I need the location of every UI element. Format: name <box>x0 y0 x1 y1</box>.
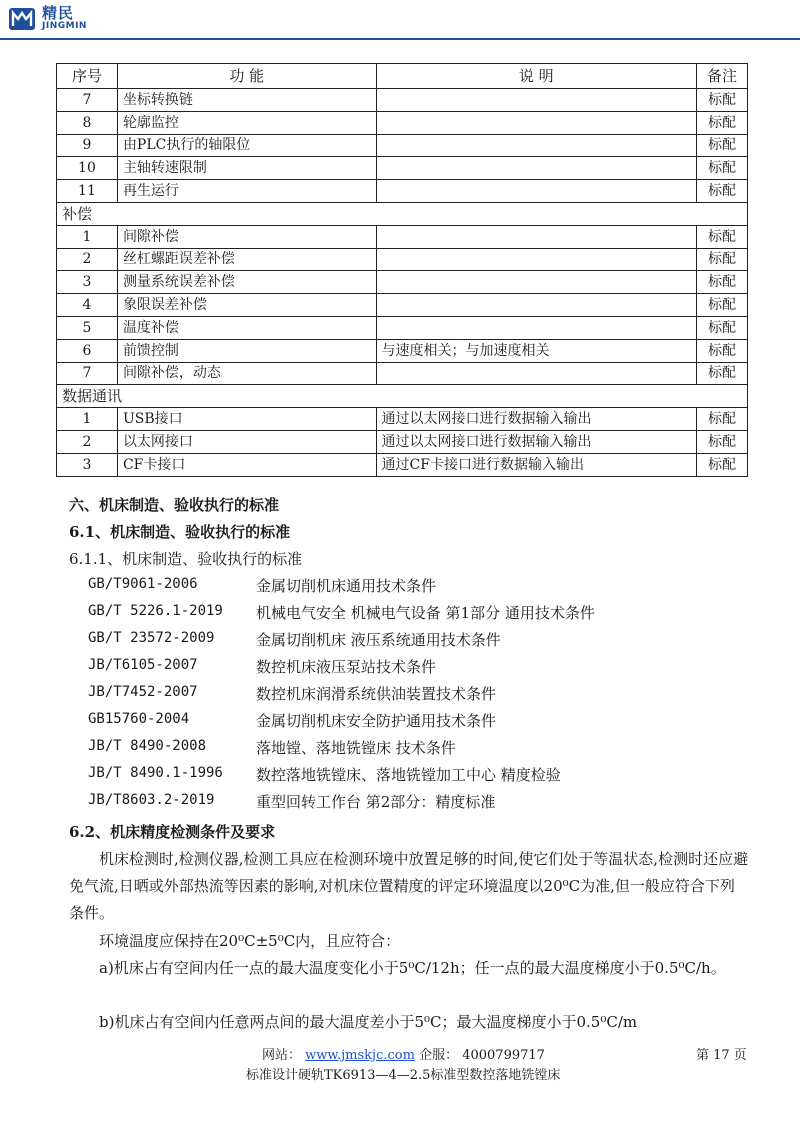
cell-description <box>376 225 696 248</box>
cell-no: 3 <box>57 271 118 294</box>
standard-name: 重型回转工作台 第2部分：精度标准 <box>256 793 496 811</box>
cell-no: 9 <box>57 134 118 157</box>
table-row <box>57 339 748 362</box>
standard-name: 数控落地铣镗床、落地铣镗加工中心 精度检验 <box>256 766 561 784</box>
cell-description <box>376 180 696 203</box>
qq-label: 企服： <box>419 1048 459 1063</box>
cell-description: 通过以太网接口进行数据输入输出 <box>376 430 696 453</box>
cell-remark: 标配 <box>697 316 748 339</box>
cell-function: 间隙补偿，动态 <box>117 362 376 385</box>
paragraph-temperature: 环境温度应保持在20⁰C±5⁰C内，且应符合： <box>99 932 401 950</box>
table-row <box>57 271 748 294</box>
cell-description <box>376 271 696 294</box>
company-logo <box>8 5 120 33</box>
cell-description: 通过CF卡接口进行数据输入输出 <box>376 453 696 476</box>
cell-no: 4 <box>57 294 118 317</box>
website-link[interactable]: www.jmskjc.com <box>305 1048 415 1063</box>
cell-function: 前馈控制 <box>117 339 376 362</box>
standard-code: GB/T 5226.1-2019 <box>88 603 223 619</box>
cell-no: 8 <box>57 111 118 134</box>
paragraph-condition-a: a)机床占有空间内任一点的最大温度变化小于5⁰C/12h；任一点的最大温度梯度小于0.5⁰C/h。 <box>99 959 726 977</box>
standard-code: GB/T 23572-2009 <box>88 630 215 646</box>
standard-name: 数控机床液压泵站技术条件 <box>256 658 437 676</box>
cell-function: 测量系统误差补偿 <box>117 271 376 294</box>
table-row <box>57 316 748 339</box>
cell-no: 1 <box>57 225 118 248</box>
cell-description <box>376 294 696 317</box>
cell-function: 以太网接口 <box>117 430 376 453</box>
standard-name: 落地镗、落地铣镗床 技术条件 <box>256 739 456 757</box>
cell-description <box>376 111 696 134</box>
header-remark: 备注 <box>697 64 748 89</box>
cell-description <box>376 89 696 112</box>
cell-function: 由PLC执行的轴限位 <box>117 134 376 157</box>
cell-description <box>376 316 696 339</box>
cell-function: 轮廓监控 <box>117 111 376 134</box>
cell-remark: 标配 <box>697 225 748 248</box>
standard-name: 金属切削机床安全防护通用技术条件 <box>256 712 497 730</box>
cell-remark: 标配 <box>697 271 748 294</box>
cell-remark: 标配 <box>697 408 748 431</box>
cell-remark: 标配 <box>697 339 748 362</box>
cell-remark: 标配 <box>697 453 748 476</box>
header-function: 功 能 <box>117 64 376 89</box>
logo-en-text: JINGMIN <box>42 21 87 31</box>
standard-code: GB15760-2004 <box>88 711 190 727</box>
cell-no: 1 <box>57 408 118 431</box>
section-6-2-title: 6.2、机床精度检测条件及要求 <box>69 823 276 841</box>
standard-name: 机械电气安全 机械电气设备 第1部分 通用技术条件 <box>256 604 595 622</box>
paragraph-condition-b: b)机床占有空间内任意两点间的最大温度差小于5⁰C；最大温度梯度小于0.5⁰C/m <box>99 1013 638 1031</box>
table-row <box>57 362 748 385</box>
header-description: 说 明 <box>376 64 696 89</box>
footer-contact <box>262 1044 545 1063</box>
cell-function: 象限误差补偿 <box>117 294 376 317</box>
cell-function: 主轴转速限制 <box>117 157 376 180</box>
cell-function: 再生运行 <box>117 180 376 203</box>
table-row <box>57 225 748 248</box>
standard-code: GB/T9061-2006 <box>88 576 198 592</box>
cell-remark: 标配 <box>697 157 748 180</box>
cell-no: 2 <box>57 430 118 453</box>
cell-no: 2 <box>57 248 118 271</box>
cell-function: 温度补偿 <box>117 316 376 339</box>
qq-number: 4000799717 <box>462 1048 545 1063</box>
table-section-row <box>57 385 748 408</box>
cell-description <box>376 157 696 180</box>
cell-remark: 标配 <box>697 294 748 317</box>
standard-code: JB/T8603.2-2019 <box>88 792 215 808</box>
standard-code: JB/T6105-2007 <box>88 657 198 673</box>
table-section-title: 数据通讯 <box>57 385 748 408</box>
section-6-1-title: 6.1、机床制造、验收执行的标准 <box>69 523 291 541</box>
website-label: 网站： <box>262 1048 302 1063</box>
standard-name: 金属切削机床 液压系统通用技术条件 <box>256 631 501 649</box>
cell-description <box>376 248 696 271</box>
cell-no: 7 <box>57 362 118 385</box>
cell-function: CF卡接口 <box>117 453 376 476</box>
function-table <box>56 63 748 477</box>
table-row <box>57 294 748 317</box>
header-divider <box>0 38 800 40</box>
cell-remark: 标配 <box>697 89 748 112</box>
table-row <box>57 248 748 271</box>
table-section-row <box>57 202 748 225</box>
cell-no: 7 <box>57 89 118 112</box>
cell-no: 11 <box>57 180 118 203</box>
logo-cn-text: 精民 <box>42 4 75 22</box>
table-row <box>57 111 748 134</box>
standard-name: 金属切削机床通用技术条件 <box>256 577 437 595</box>
table-row <box>57 408 748 431</box>
cell-description: 通过以太网接口进行数据输入输出 <box>376 408 696 431</box>
cell-no: 5 <box>57 316 118 339</box>
cell-description <box>376 134 696 157</box>
cell-description <box>376 362 696 385</box>
page-header <box>0 0 800 40</box>
cell-remark: 标配 <box>697 134 748 157</box>
document-title: 标准设计硬轨TK6913—4—2.5标准型数控落地铣镗床 <box>246 1068 561 1083</box>
table-row <box>57 430 748 453</box>
standard-code: JB/T 8490-2008 <box>88 738 207 754</box>
cell-remark: 标配 <box>697 430 748 453</box>
section-6-title: 六、机床制造、验收执行的标准 <box>69 496 280 514</box>
cell-no: 10 <box>57 157 118 180</box>
table-section-title: 补偿 <box>57 202 748 225</box>
cell-remark: 标配 <box>697 111 748 134</box>
standard-code: JB/T 8490.1-1996 <box>88 765 223 781</box>
cell-remark: 标配 <box>697 180 748 203</box>
table-row <box>57 157 748 180</box>
logo-icon <box>8 5 36 33</box>
cell-function: 间隙补偿 <box>117 225 376 248</box>
standard-name: 数控机床润滑系统供油装置技术条件 <box>256 685 497 703</box>
table-row <box>57 89 748 112</box>
cell-description: 与速度相关；与加速度相关 <box>376 339 696 362</box>
table-row <box>57 453 748 476</box>
cell-no: 3 <box>57 453 118 476</box>
cell-function: 坐标转换链 <box>117 89 376 112</box>
paragraph-conditions: 机床检测时,检测仪器,检测工具应在检测环境中放置足够的时间,使它们处于等温状态,检测时还应避免气流,日晒或外部热流等因素的影响,对机床位置精度的评定环境温度以20⁰C为准,但一般应符合下列条件。 <box>69 850 749 922</box>
cell-no: 6 <box>57 339 118 362</box>
cell-remark: 标配 <box>697 248 748 271</box>
cell-function: 丝杠螺距误差补偿 <box>117 248 376 271</box>
table-header-row <box>57 64 748 89</box>
table-row <box>57 180 748 203</box>
header-no: 序号 <box>57 64 118 89</box>
cell-remark: 标配 <box>697 362 748 385</box>
cell-function: USB接口 <box>117 408 376 431</box>
page-number: 第 17 页 <box>696 1048 747 1063</box>
standard-code: JB/T7452-2007 <box>88 684 198 700</box>
section-6-1-1-title: 6.1.1、机床制造、验收执行的标准 <box>69 550 303 568</box>
table-row <box>57 134 748 157</box>
